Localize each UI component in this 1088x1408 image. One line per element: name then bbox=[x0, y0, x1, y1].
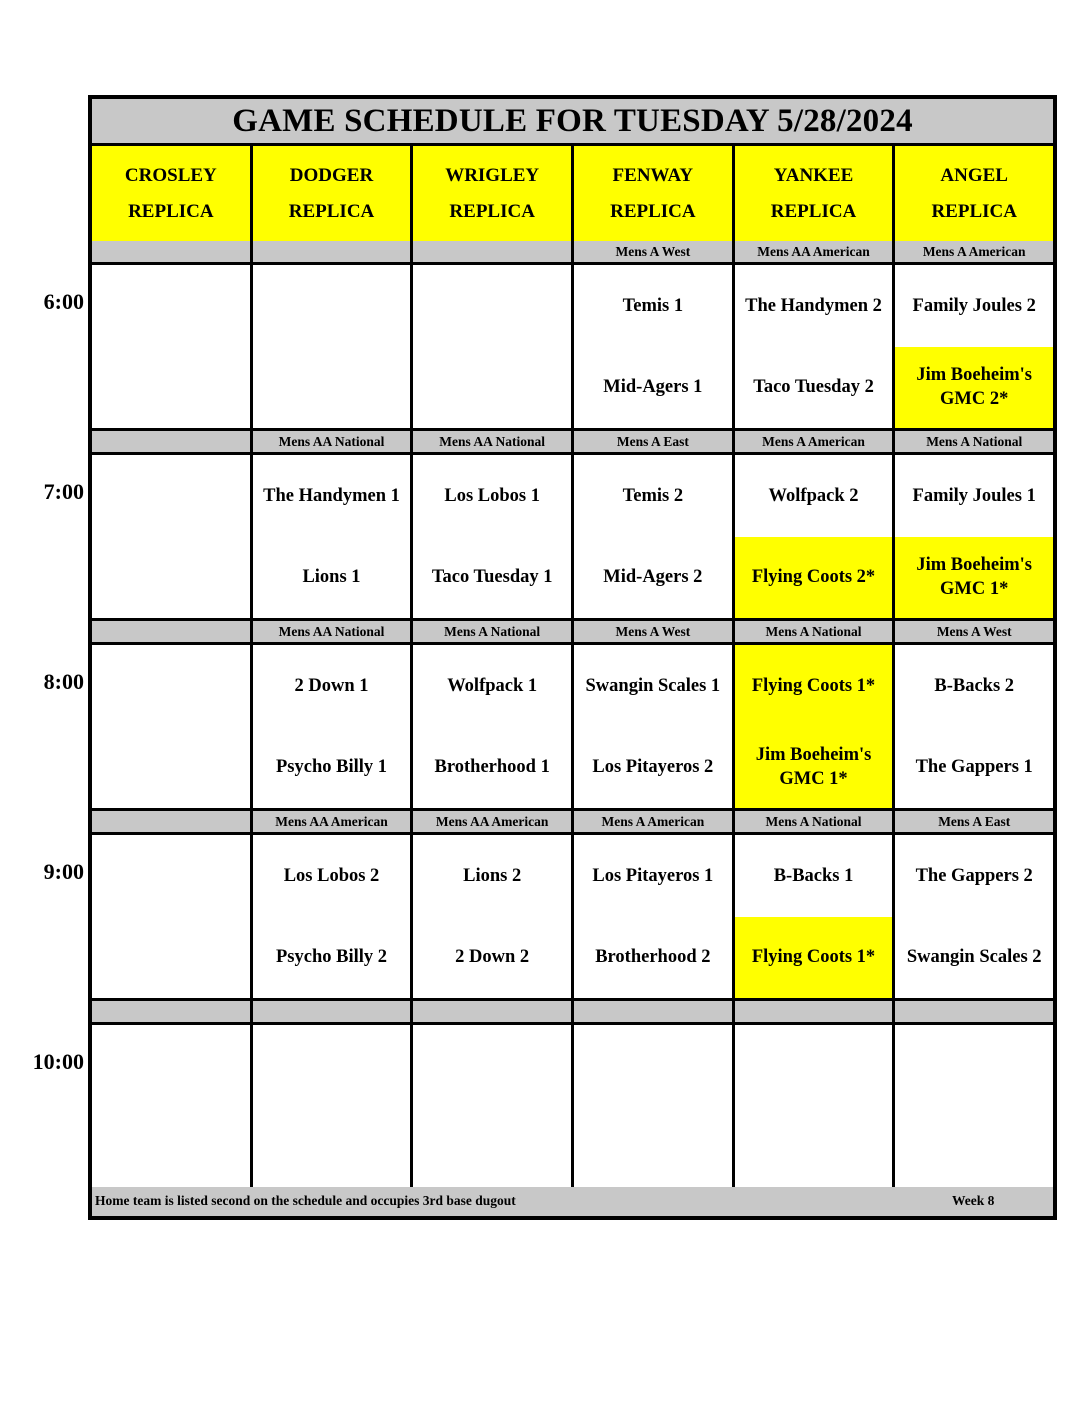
division-label bbox=[92, 431, 253, 452]
time-label: 9:00 bbox=[43, 859, 84, 884]
game-cell bbox=[253, 455, 414, 618]
visiting-team: Family Joules 1 bbox=[912, 485, 1036, 506]
visiting-team: The Handymen 2 bbox=[745, 295, 882, 316]
home-team: Brotherhood 1 bbox=[434, 757, 550, 778]
division-label: Mens A West bbox=[895, 621, 1053, 642]
game-cell bbox=[413, 835, 574, 998]
home-team: Jim Boeheim's GMC 1* bbox=[735, 727, 893, 809]
visiting-team bbox=[895, 1025, 1053, 1107]
division-row bbox=[92, 621, 1053, 645]
division-label: Mens A American bbox=[735, 431, 896, 452]
division-label: Mens A West bbox=[574, 241, 735, 262]
home-team: Brotherhood 2 bbox=[595, 947, 711, 968]
home-team: The Gappers 1 bbox=[915, 757, 1033, 778]
field-subtitle: REPLICA bbox=[770, 200, 857, 222]
visiting-team: Wolfpack 1 bbox=[447, 675, 538, 696]
home-team bbox=[253, 347, 411, 429]
game-cell bbox=[895, 265, 1053, 428]
game-cell bbox=[735, 1025, 896, 1188]
home-team: Flying Coots 2* bbox=[735, 537, 893, 619]
game-cell bbox=[92, 455, 253, 618]
visiting-team: B-Backs 1 bbox=[773, 865, 854, 886]
game-cell bbox=[253, 835, 414, 998]
field-subtitle: REPLICA bbox=[128, 200, 214, 222]
visiting-team bbox=[92, 835, 250, 917]
home-team: Psycho Billy 1 bbox=[276, 757, 388, 778]
division-label: Mens A American bbox=[895, 241, 1053, 262]
game-cell bbox=[413, 645, 574, 808]
game-cell bbox=[253, 265, 414, 428]
game-cell bbox=[574, 835, 735, 998]
division-label bbox=[253, 1001, 414, 1022]
home-team: Mid-Agers 2 bbox=[603, 567, 703, 588]
visiting-team: The Gappers 2 bbox=[915, 865, 1033, 886]
game-cell bbox=[574, 455, 735, 618]
game-cell bbox=[253, 1025, 414, 1188]
time-label: 8:00 bbox=[43, 669, 84, 694]
division-label bbox=[92, 1001, 253, 1022]
game-cell bbox=[895, 455, 1053, 618]
field-subtitle: REPLICA bbox=[449, 200, 535, 222]
home-team: 2 Down 2 bbox=[455, 947, 530, 968]
home-team bbox=[92, 1107, 250, 1189]
division-label: Mens A National bbox=[413, 621, 574, 642]
division-label bbox=[895, 1001, 1053, 1022]
game-cell bbox=[92, 645, 253, 808]
game-cell bbox=[574, 1025, 735, 1188]
field-name: WRIGLEY bbox=[445, 164, 540, 186]
visiting-team: B-Backs 2 bbox=[934, 675, 1015, 696]
home-team: Jim Boeheim's GMC 1* bbox=[895, 537, 1053, 619]
home-team: Taco Tuesday 2 bbox=[753, 377, 874, 398]
game-cell bbox=[413, 1025, 574, 1188]
division-label bbox=[413, 241, 574, 262]
home-team bbox=[92, 347, 250, 429]
visiting-team: Temis 2 bbox=[622, 485, 684, 506]
home-team: Los Pitayeros 2 bbox=[592, 757, 714, 778]
division-row bbox=[92, 1001, 1053, 1025]
division-label: Mens A East bbox=[895, 811, 1053, 832]
field-subtitle: REPLICA bbox=[931, 200, 1017, 222]
home-team: Psycho Billy 2 bbox=[276, 947, 388, 968]
division-label bbox=[413, 1001, 574, 1022]
game-cell bbox=[895, 1025, 1053, 1188]
footer-note: Home team is listed second on the schedule and occupies 3rd base dugout bbox=[95, 1193, 516, 1208]
time-label: 6:00 bbox=[43, 289, 84, 314]
game-cell bbox=[895, 835, 1053, 998]
home-team bbox=[92, 727, 250, 809]
division-label bbox=[92, 621, 253, 642]
division-row bbox=[92, 241, 1053, 265]
visiting-team: 2 Down 1 bbox=[294, 675, 369, 696]
division-label: Mens AA National bbox=[253, 621, 414, 642]
visiting-team: Lions 2 bbox=[463, 865, 522, 886]
division-label: Mens A National bbox=[895, 431, 1053, 452]
division-label: Mens AA National bbox=[253, 431, 414, 452]
field-name: ANGEL bbox=[940, 164, 1008, 186]
field-header-fenway bbox=[574, 146, 735, 241]
division-row bbox=[92, 811, 1053, 835]
week-label: Week 8 bbox=[952, 1193, 995, 1208]
time-label: 7:00 bbox=[43, 479, 84, 504]
footer-bar bbox=[92, 1187, 1053, 1216]
visiting-team: Los Lobos 2 bbox=[283, 865, 380, 886]
game-row bbox=[92, 835, 1053, 1001]
division-label: Mens A West bbox=[574, 621, 735, 642]
division-label bbox=[253, 241, 414, 262]
field-name: FENWAY bbox=[612, 164, 694, 186]
game-cell bbox=[413, 265, 574, 428]
home-team: Flying Coots 1* bbox=[735, 917, 893, 999]
visiting-team bbox=[253, 265, 411, 347]
field-header-yankee bbox=[735, 146, 896, 241]
division-row bbox=[92, 431, 1053, 455]
time-label: 10:00 bbox=[32, 1049, 84, 1074]
visiting-team: Wolfpack 2 bbox=[768, 485, 859, 506]
game-row bbox=[92, 645, 1053, 811]
division-label: Mens AA American bbox=[735, 241, 896, 262]
division-label: Mens A East bbox=[574, 431, 735, 452]
field-header-crosley bbox=[92, 146, 253, 241]
home-team bbox=[735, 1107, 893, 1189]
visiting-team bbox=[735, 1025, 893, 1107]
page-title: GAME SCHEDULE FOR TUESDAY 5/28/2024 bbox=[92, 99, 1053, 146]
visiting-team: Los Pitayeros 1 bbox=[592, 865, 714, 886]
division-label: Mens A National bbox=[735, 811, 896, 832]
game-cell bbox=[735, 265, 896, 428]
field-name: DODGER bbox=[289, 164, 374, 186]
visiting-team: Swangin Scales 1 bbox=[585, 675, 721, 696]
division-label: Mens AA American bbox=[253, 811, 414, 832]
home-team bbox=[253, 1107, 411, 1189]
visiting-team bbox=[92, 265, 250, 347]
field-name: CROSLEY bbox=[124, 164, 217, 186]
division-label bbox=[92, 811, 253, 832]
field-header-angel bbox=[895, 146, 1053, 241]
field-header-dodger bbox=[253, 146, 414, 241]
schedule-table bbox=[88, 95, 1057, 1220]
home-team: Taco Tuesday 1 bbox=[431, 567, 553, 588]
visiting-team bbox=[574, 1025, 732, 1107]
visiting-team bbox=[92, 1025, 250, 1107]
home-team bbox=[413, 347, 571, 429]
game-cell bbox=[735, 835, 896, 998]
field-subtitle: REPLICA bbox=[610, 200, 696, 222]
game-cell bbox=[253, 645, 414, 808]
visiting-team: Family Joules 2 bbox=[912, 295, 1036, 316]
game-row bbox=[92, 455, 1053, 621]
visiting-team bbox=[92, 645, 250, 727]
visiting-team bbox=[413, 1025, 571, 1107]
game-cell bbox=[92, 835, 253, 998]
field-header-wrigley bbox=[413, 146, 574, 241]
visiting-team: Los Lobos 1 bbox=[444, 485, 540, 506]
home-team bbox=[413, 1107, 571, 1189]
division-label: Mens AA American bbox=[413, 811, 574, 832]
division-label bbox=[574, 1001, 735, 1022]
home-team bbox=[92, 917, 250, 999]
visiting-team: Flying Coots 1* bbox=[735, 645, 893, 727]
field-header-row bbox=[92, 146, 1053, 244]
visiting-team: Temis 1 bbox=[622, 295, 684, 316]
division-label: Mens AA National bbox=[413, 431, 574, 452]
division-label: Mens A American bbox=[574, 811, 735, 832]
visiting-team bbox=[253, 1025, 411, 1107]
home-team: Swangin Scales 2 bbox=[906, 947, 1042, 968]
game-cell bbox=[574, 265, 735, 428]
home-team: Mid-Agers 1 bbox=[603, 377, 703, 398]
home-team: Lions 1 bbox=[302, 567, 361, 588]
home-team bbox=[574, 1107, 732, 1189]
game-cell bbox=[574, 645, 735, 808]
division-label bbox=[92, 241, 253, 262]
home-team: Jim Boeheim's GMC 2* bbox=[895, 347, 1053, 429]
home-team bbox=[895, 1107, 1053, 1189]
game-row bbox=[92, 265, 1053, 431]
game-cell bbox=[413, 455, 574, 618]
division-label bbox=[735, 1001, 896, 1022]
game-cell bbox=[735, 455, 896, 618]
field-subtitle: REPLICA bbox=[288, 200, 375, 222]
game-cell bbox=[92, 265, 253, 428]
home-team bbox=[92, 537, 250, 619]
visiting-team bbox=[92, 455, 250, 537]
game-cell bbox=[735, 645, 896, 808]
game-row bbox=[92, 1025, 1053, 1191]
game-cell bbox=[92, 1025, 253, 1188]
game-cell bbox=[895, 645, 1053, 808]
visiting-team: The Handymen 1 bbox=[263, 485, 400, 506]
field-name: YANKEE bbox=[773, 164, 854, 186]
division-label: Mens A National bbox=[735, 621, 896, 642]
visiting-team bbox=[413, 265, 571, 347]
